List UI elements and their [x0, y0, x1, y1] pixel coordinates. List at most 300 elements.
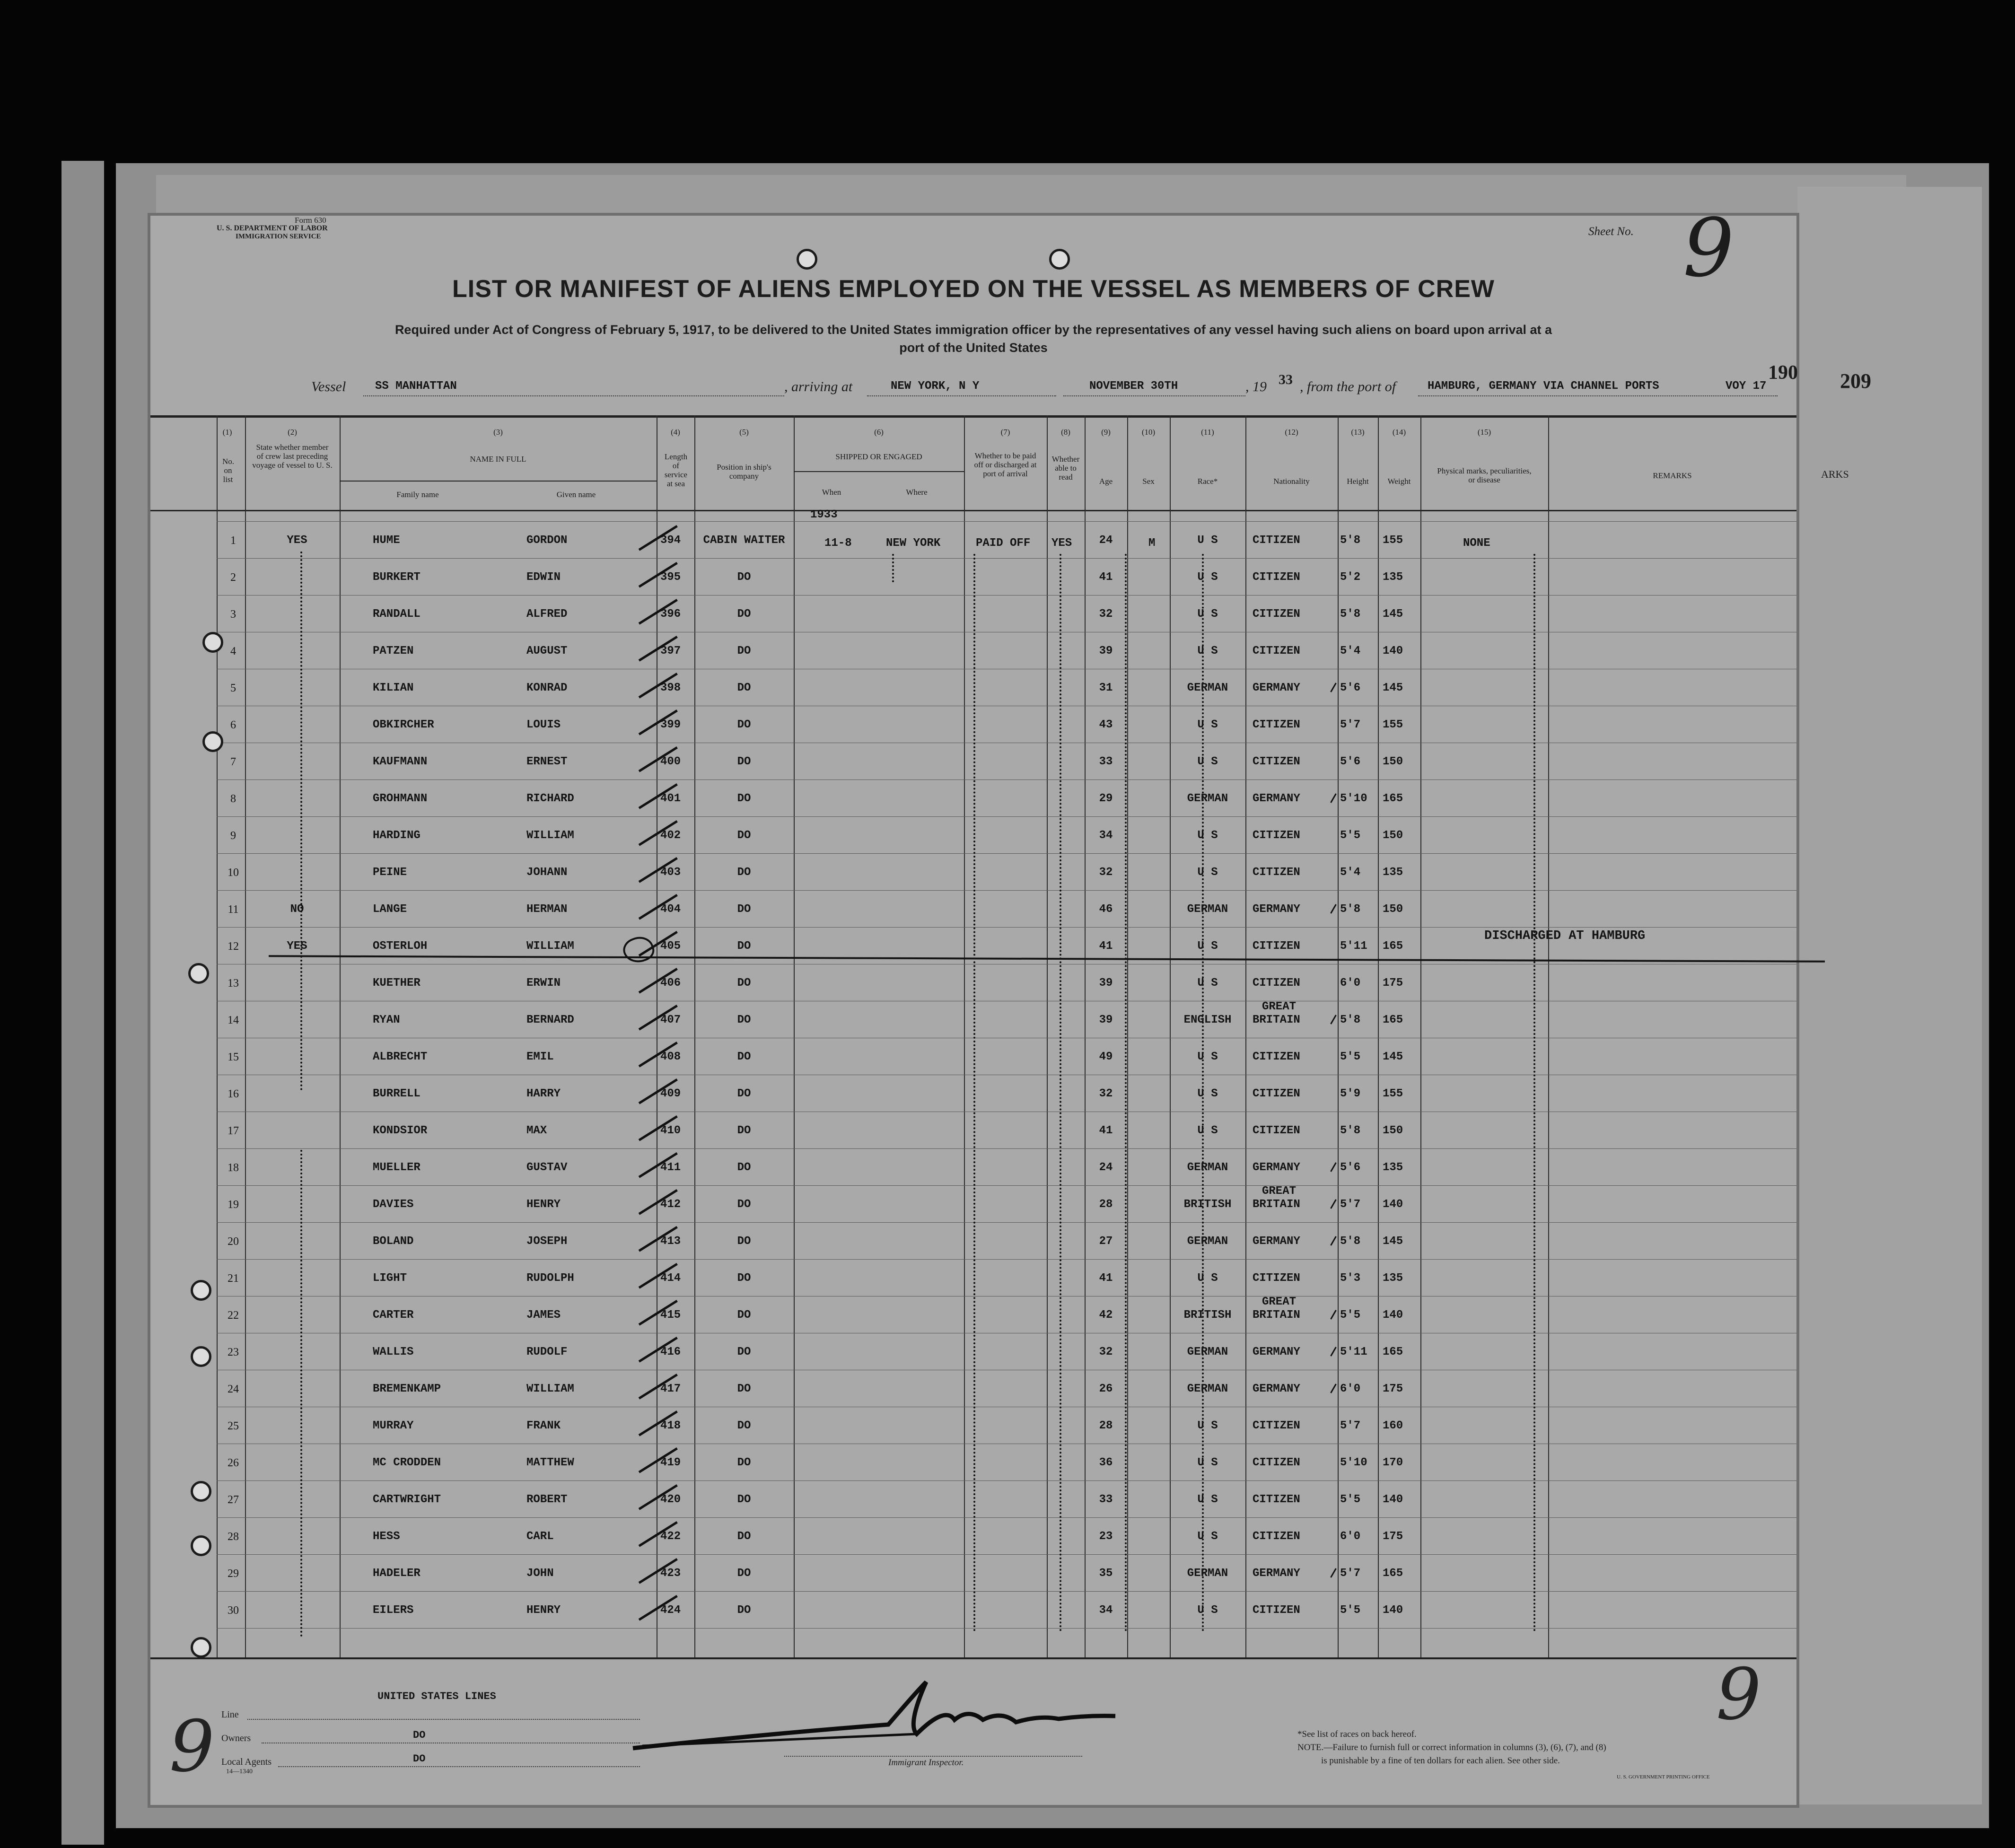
- age: 32: [1099, 1087, 1113, 1100]
- service-length: 424: [660, 1604, 681, 1617]
- check-slash: [1330, 1199, 1337, 1209]
- owners-label: Owners: [221, 1733, 251, 1743]
- age: 41: [1099, 571, 1113, 584]
- family-name: BREMENKAMP: [373, 1383, 441, 1395]
- col-number: (14): [1392, 428, 1406, 437]
- col-header-nationality: Nationality: [1273, 477, 1310, 486]
- row-rule: [217, 558, 1796, 559]
- column-rule: [964, 415, 965, 1657]
- agents-value: DO: [413, 1753, 426, 1765]
- check-slash: [1330, 1384, 1337, 1393]
- weight: 145: [1383, 682, 1403, 694]
- row-rule: [217, 816, 1796, 817]
- position: DO: [737, 792, 751, 805]
- side-page-text: ARKS: [1821, 468, 1849, 480]
- service-length: 412: [660, 1198, 681, 1211]
- family-name: MC CRODDEN: [373, 1456, 441, 1469]
- position: DO: [737, 755, 751, 768]
- race: U S: [1197, 645, 1218, 657]
- sheet-number: 9: [1683, 201, 1735, 295]
- sex-value: M: [1148, 537, 1156, 550]
- check-slash: [1330, 1310, 1337, 1320]
- check-slash: [1330, 904, 1337, 914]
- family-name: OSTERLOH: [373, 940, 428, 953]
- given-name: WILLIAM: [526, 829, 574, 842]
- col-header-physical-marks: Physical marks, peculiarities, or disease: [1437, 466, 1532, 484]
- weight: 175: [1383, 977, 1403, 990]
- service-length: 417: [660, 1383, 681, 1395]
- age: 39: [1099, 977, 1113, 990]
- fill-line: [867, 395, 1056, 396]
- race: U S: [1197, 1419, 1218, 1432]
- physical-marks: NONE: [1463, 537, 1490, 550]
- given-name: FRANK: [526, 1419, 561, 1432]
- position: DO: [737, 1272, 751, 1285]
- nationality-prefix: GREAT: [1262, 1000, 1297, 1013]
- row-number: 16: [228, 1088, 239, 1100]
- height: 5'8: [1340, 903, 1361, 916]
- row-number: 10: [228, 867, 239, 879]
- row-rule: [217, 1554, 1796, 1555]
- given-name: KONRAD: [526, 682, 568, 694]
- form-code: 14—1340: [226, 1768, 253, 1775]
- age: 31: [1099, 682, 1113, 694]
- column-rule: [217, 415, 218, 1657]
- given-name: BERNARD: [526, 1014, 574, 1026]
- form-title: LIST OR MANIFEST OF ALIENS EMPLOYED ON THE VESSEL AS MEMBERS OF CREW: [452, 275, 1495, 303]
- race: GERMAN: [1187, 1161, 1228, 1174]
- height: 5'10: [1340, 1456, 1367, 1469]
- age: 24: [1099, 1161, 1113, 1174]
- weight: 170: [1383, 1456, 1403, 1469]
- ditto-mark: [892, 554, 894, 582]
- position: DO: [737, 1309, 751, 1322]
- weight: 145: [1383, 1051, 1403, 1063]
- given-name: ALFRED: [526, 608, 568, 621]
- nationality: GERMANY: [1253, 1235, 1300, 1248]
- height: 5'7: [1340, 1419, 1361, 1432]
- col-header-where: Where: [906, 488, 928, 497]
- check-slash: [1330, 793, 1337, 803]
- age: 46: [1099, 903, 1113, 916]
- background-page: [1797, 187, 1982, 1804]
- weight: 135: [1383, 571, 1403, 584]
- given-name: EDWIN: [526, 571, 561, 584]
- fill-line: [363, 395, 784, 396]
- height: 5'5: [1340, 1309, 1361, 1322]
- race: GERMAN: [1187, 1383, 1228, 1395]
- position: DO: [737, 1530, 751, 1543]
- col-header-position: Position in ship's company: [717, 463, 771, 481]
- weight: 145: [1383, 1235, 1403, 1248]
- height: 5'10: [1340, 792, 1367, 805]
- nationality: CITIZEN: [1253, 1087, 1300, 1100]
- col-header-race: Race*: [1197, 477, 1218, 486]
- height: 5'5: [1340, 1493, 1361, 1506]
- age: 27: [1099, 1235, 1113, 1248]
- age: 28: [1099, 1198, 1113, 1211]
- row-rule: [217, 1259, 1796, 1260]
- given-name: HENRY: [526, 1604, 561, 1617]
- nationality: GERMANY: [1253, 792, 1300, 805]
- row-number: 26: [228, 1457, 239, 1469]
- weight: 175: [1383, 1383, 1403, 1395]
- col-number: (11): [1201, 428, 1214, 437]
- service-length: 397: [660, 645, 681, 657]
- shipped-when: 11-8: [824, 537, 852, 550]
- row-number: 24: [228, 1383, 239, 1395]
- nationality: CITIZEN: [1253, 829, 1300, 842]
- printer-mark: U. S. GOVERNMENT PRINTING OFFICE: [1617, 1774, 1710, 1780]
- race: U S: [1197, 1530, 1218, 1543]
- given-name: WILLIAM: [526, 940, 574, 953]
- race: U S: [1197, 1493, 1218, 1506]
- ditto-mark: [1060, 554, 1061, 1632]
- nationality: CITIZEN: [1253, 977, 1300, 990]
- given-name: GUSTAV: [526, 1161, 568, 1174]
- family-name: CARTER: [373, 1309, 414, 1322]
- position: DO: [737, 1014, 751, 1026]
- age: 33: [1099, 1493, 1113, 1506]
- family-name: HUME: [373, 534, 400, 547]
- service-length: 420: [660, 1493, 681, 1506]
- check-slash: [1330, 1568, 1337, 1578]
- row-number: 21: [228, 1272, 239, 1285]
- binder-hole: [1049, 249, 1070, 270]
- family-name: GROHMANN: [373, 792, 428, 805]
- col-header-when: When: [822, 488, 841, 497]
- nationality: CITIZEN: [1253, 1604, 1300, 1617]
- weight: 135: [1383, 1161, 1403, 1174]
- height: 5'8: [1340, 1235, 1361, 1248]
- service-length: 414: [660, 1272, 681, 1285]
- age: 34: [1099, 829, 1113, 842]
- row-number: 5: [230, 682, 236, 694]
- weight: 135: [1383, 866, 1403, 879]
- weight: 165: [1383, 940, 1403, 953]
- race: U S: [1197, 977, 1218, 990]
- service-label: IMMIGRATION SERVICE: [236, 233, 321, 240]
- row-rule: [217, 1517, 1796, 1518]
- col-header-family-name: Family name: [396, 490, 439, 499]
- weight: 175: [1383, 1530, 1403, 1543]
- service-length: 423: [660, 1567, 681, 1580]
- previous-voyage: YES: [287, 940, 307, 953]
- nationality: CITIZEN: [1253, 534, 1300, 547]
- race: U S: [1197, 1456, 1218, 1469]
- race: U S: [1197, 534, 1218, 547]
- row-rule: [217, 1591, 1796, 1592]
- row-number: 9: [230, 830, 236, 842]
- row-number: 6: [230, 719, 236, 731]
- age: 32: [1099, 866, 1113, 879]
- given-name: HARRY: [526, 1087, 561, 1100]
- given-name: HERMAN: [526, 903, 568, 916]
- fill-line: [1063, 395, 1245, 396]
- service-length: 411: [660, 1161, 681, 1174]
- family-name: PATZEN: [373, 645, 414, 657]
- service-length: 395: [660, 571, 681, 584]
- position: DO: [737, 1198, 751, 1211]
- owners-value: DO: [413, 1729, 426, 1741]
- family-name: DAVIES: [373, 1198, 414, 1211]
- column-rule: [1548, 415, 1549, 1657]
- inspector-label: Immigrant Inspector.: [888, 1758, 964, 1768]
- race: U S: [1197, 940, 1218, 953]
- race: U S: [1197, 755, 1218, 768]
- given-name: ROBERT: [526, 1493, 568, 1506]
- year-value: 33: [1279, 372, 1293, 387]
- weight: 145: [1383, 608, 1403, 621]
- service-length: 402: [660, 829, 681, 842]
- remark-discharged: DISCHARGED AT HAMBURG: [1484, 929, 1646, 943]
- nationality: CITIZEN: [1253, 1419, 1300, 1432]
- races-note: *See list of races on back hereof.: [1297, 1729, 1417, 1739]
- row-rule: [217, 1628, 1796, 1629]
- department-label: U. S. DEPARTMENT OF LABOR: [217, 224, 328, 232]
- form-number: Form 630: [295, 216, 326, 225]
- row-number: 28: [228, 1531, 239, 1543]
- row-rule: [217, 779, 1796, 780]
- family-name: BURRELL: [373, 1087, 421, 1100]
- row-number: 30: [228, 1604, 239, 1617]
- column-rule: [1127, 415, 1128, 1657]
- height: 5'4: [1340, 645, 1361, 657]
- given-name: WILLIAM: [526, 1383, 574, 1395]
- column-rule: [1420, 415, 1421, 1657]
- row-number: 29: [228, 1568, 239, 1580]
- footer-handwritten-number: 9: [169, 1706, 215, 1788]
- nationality: CITIZEN: [1253, 571, 1300, 584]
- header-subrule: [340, 481, 657, 482]
- nationality: BRITAIN: [1253, 1309, 1300, 1322]
- race: U S: [1197, 1051, 1218, 1063]
- height: 5'6: [1340, 755, 1361, 768]
- table-bottom-border: [150, 1657, 1796, 1659]
- weight: 140: [1383, 1604, 1403, 1617]
- col-number: (3): [493, 428, 503, 437]
- service-length: 422: [660, 1530, 681, 1543]
- height: 5'7: [1340, 1567, 1361, 1580]
- position: DO: [737, 1051, 751, 1063]
- shipped-where: NEW YORK: [886, 537, 941, 550]
- service-length: 403: [660, 866, 681, 879]
- weight: 155: [1383, 534, 1403, 547]
- height: 6'0: [1340, 977, 1361, 990]
- check-slash: [1330, 683, 1337, 692]
- height: 5'11: [1340, 940, 1367, 953]
- service-length: 404: [660, 903, 681, 916]
- position: DO: [737, 645, 751, 657]
- nationality: GERMANY: [1253, 1346, 1300, 1358]
- position: DO: [737, 1346, 751, 1358]
- binder-hole: [202, 731, 223, 752]
- height: 5'3: [1340, 1272, 1361, 1285]
- given-name: ERNEST: [526, 755, 568, 768]
- race: GERMAN: [1187, 1235, 1228, 1248]
- voyage-number: VOY 17: [1726, 380, 1767, 393]
- age: 32: [1099, 1346, 1113, 1358]
- nationality: GERMANY: [1253, 682, 1300, 694]
- service-length: 413: [660, 1235, 681, 1248]
- service-length: 419: [660, 1456, 681, 1469]
- column-rule: [245, 415, 246, 1657]
- service-length: 405: [660, 940, 681, 953]
- year-prefix: , 19: [1245, 379, 1267, 394]
- row-number: 14: [228, 1014, 239, 1026]
- weight: 140: [1383, 1309, 1403, 1322]
- nationality: CITIZEN: [1253, 718, 1300, 731]
- sheet-label: Sheet No.: [1588, 225, 1634, 238]
- race: U S: [1197, 1272, 1218, 1285]
- binder-hole: [191, 1481, 211, 1502]
- nationality: GERMANY: [1253, 1161, 1300, 1174]
- table-top-border: [150, 415, 1796, 418]
- family-name: HADELER: [373, 1567, 421, 1580]
- age: 49: [1099, 1051, 1113, 1063]
- row-rule: [217, 1480, 1796, 1481]
- col-header-shipped-engaged: SHIPPED OR ENGAGED: [835, 452, 922, 461]
- family-name: CARTWRIGHT: [373, 1493, 441, 1506]
- nationality: CITIZEN: [1253, 940, 1300, 953]
- column-rule: [1378, 415, 1379, 1657]
- service-length: 410: [660, 1124, 681, 1137]
- row-number: 22: [228, 1309, 239, 1322]
- col-header-no-on-list: No. on list: [222, 457, 235, 484]
- height: 5'5: [1340, 1604, 1361, 1617]
- col-header-height: Height: [1347, 477, 1369, 486]
- race: GERMAN: [1187, 682, 1228, 694]
- nationality: CITIZEN: [1253, 1124, 1300, 1137]
- previous-voyage: YES: [287, 534, 307, 547]
- position: DO: [737, 571, 751, 584]
- row-rule: [217, 1222, 1796, 1223]
- form-subtitle: Required under Act of Congress of February 5, 1917, to be delivered to the United States immigration officer by the representatives of any vessel having such aliens on board upon arrival at a: [394, 323, 1552, 337]
- age: 32: [1099, 608, 1113, 621]
- nationality: CITIZEN: [1253, 866, 1300, 879]
- position: DO: [737, 1235, 751, 1248]
- height: 5'8: [1340, 608, 1361, 621]
- inspector-signature: [623, 1663, 1120, 1758]
- col-header-previous-voyage: State whether member of crew last preceding voyage of vessel to U. S.: [252, 443, 333, 470]
- weight: 165: [1383, 792, 1403, 805]
- given-name: MATTHEW: [526, 1456, 574, 1469]
- col-header-paid-off: Whether to be paid off or discharged at port of arrival: [974, 451, 1037, 478]
- position: DO: [737, 608, 751, 621]
- row-number: 23: [228, 1346, 239, 1358]
- column-rule: [340, 415, 341, 1657]
- check-slash: [1330, 1236, 1337, 1246]
- position: DO: [737, 829, 751, 842]
- binder-hole: [202, 632, 223, 653]
- row-number: 17: [228, 1125, 239, 1137]
- col-number: (9): [1101, 428, 1111, 437]
- col-header-given-name: Given name: [556, 490, 596, 499]
- weight: 160: [1383, 1419, 1403, 1432]
- arriving-label: , arriving at: [784, 379, 853, 394]
- service-length: 407: [660, 1014, 681, 1026]
- arrival-date: NOVEMBER 30TH: [1089, 380, 1178, 393]
- manifest-sheet: [150, 201, 1798, 1805]
- col-number: (15): [1477, 428, 1491, 437]
- column-rule: [694, 415, 695, 1657]
- line-label: Line: [221, 1709, 239, 1720]
- stamp-number: 190: [1768, 362, 1798, 384]
- form-subtitle-2: port of the United States: [899, 341, 1048, 355]
- family-name: MURRAY: [373, 1419, 414, 1432]
- row-rule: [217, 1185, 1796, 1186]
- ditto-mark: [1125, 554, 1127, 1632]
- row-number: 20: [228, 1235, 239, 1248]
- position: DO: [737, 903, 751, 916]
- weight: 165: [1383, 1014, 1403, 1026]
- given-name: RICHARD: [526, 792, 574, 805]
- race: U S: [1197, 1124, 1218, 1137]
- header-bottom-border: [150, 510, 1796, 511]
- nationality: CITIZEN: [1253, 755, 1300, 768]
- height: 5'9: [1340, 1087, 1361, 1100]
- check-slash: [1330, 1162, 1337, 1172]
- able-to-read: YES: [1051, 537, 1072, 550]
- age: 26: [1099, 1383, 1113, 1395]
- age: 33: [1099, 755, 1113, 768]
- nationality: CITIZEN: [1253, 608, 1300, 621]
- service-length: 400: [660, 755, 681, 768]
- race: U S: [1197, 866, 1218, 879]
- check-slash: [1330, 1347, 1337, 1357]
- row-number: 4: [230, 645, 236, 657]
- penalty-note: NOTE.—Failure to furnish full or correct information in columns (3), (6), (7), and (8): [1297, 1743, 1606, 1752]
- arrival-port: NEW YORK, N Y: [891, 380, 980, 393]
- given-name: GORDON: [526, 534, 568, 547]
- header-subrule: [794, 471, 964, 472]
- position: DO: [737, 1087, 751, 1100]
- weight: 140: [1383, 645, 1403, 657]
- nationality: CITIZEN: [1253, 1272, 1300, 1285]
- scribble-mark: [620, 933, 657, 967]
- race: GERMAN: [1187, 1567, 1228, 1580]
- row-number: 27: [228, 1494, 239, 1506]
- col-number: (13): [1351, 428, 1365, 437]
- race: U S: [1197, 829, 1218, 842]
- race: BRITISH: [1183, 1198, 1232, 1211]
- family-name: ALBRECHT: [373, 1051, 428, 1063]
- height: 5'6: [1340, 1161, 1361, 1174]
- binder-hole: [191, 1280, 211, 1301]
- height: 6'0: [1340, 1530, 1361, 1543]
- row-rule: [217, 521, 1796, 522]
- given-name: RUDOLPH: [526, 1272, 574, 1285]
- column-rule: [1085, 415, 1086, 1657]
- weight: 150: [1383, 1124, 1403, 1137]
- row-rule: [217, 927, 1796, 928]
- nationality: CITIZEN: [1253, 1530, 1300, 1543]
- race: GERMAN: [1187, 903, 1228, 916]
- age: 29: [1099, 792, 1113, 805]
- race: U S: [1197, 718, 1218, 731]
- service-length: 398: [660, 682, 681, 694]
- position: DO: [737, 977, 751, 990]
- nationality: BRITAIN: [1253, 1198, 1300, 1211]
- ditto-mark: [300, 552, 302, 1091]
- column-rule: [794, 415, 795, 1657]
- weight: 150: [1383, 903, 1403, 916]
- age: 43: [1099, 718, 1113, 731]
- service-length: 401: [660, 792, 681, 805]
- given-name: AUGUST: [526, 645, 568, 657]
- nationality: CITIZEN: [1253, 1051, 1300, 1063]
- position: DO: [737, 1456, 751, 1469]
